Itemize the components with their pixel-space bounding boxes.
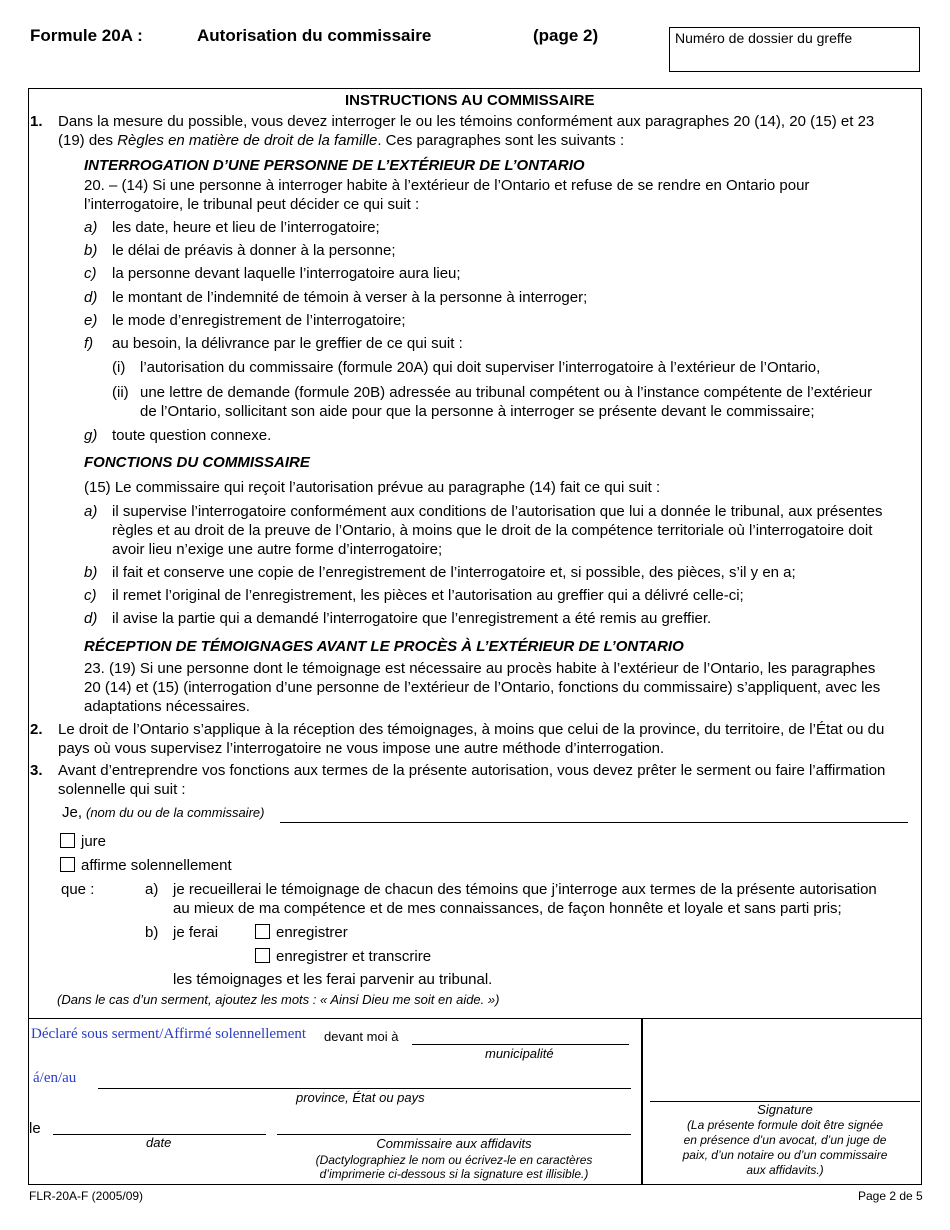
oath-a-label: a) <box>145 881 159 898</box>
section-a-intro-1: 20. – (14) Si une personne à interroger habite à l’extérieur de l’Ontario et refuse de se rendre en Ontario pour <box>84 177 810 194</box>
list-letter: f) <box>84 335 94 352</box>
affirm-label: affirme solennellement <box>81 857 232 874</box>
oath-b-label: b) <box>145 924 159 941</box>
list-letter: a) <box>84 503 98 520</box>
date-le-label: le <box>29 1120 41 1137</box>
date-caption: date <box>146 1135 172 1150</box>
record-checkbox[interactable] <box>255 924 270 939</box>
commissioner-signature-field[interactable] <box>277 1134 631 1135</box>
swear-checkbox[interactable] <box>60 833 75 848</box>
section-c-line3: adaptations nécessaires. <box>84 698 250 715</box>
instructions-heading: INSTRUCTIONS AU COMMISSAIRE <box>345 92 595 109</box>
list-item: il remet l’original de l’enregistrement, les pièces et l’autorisation au greffier qui a délivré celle-ci; <box>112 587 744 604</box>
section-b-a-line1: il supervise l’interrogatoire conformément aux conditions de l’autorisation que lui a donnée le tribunal, aux présentes <box>112 503 883 520</box>
list-item: le mode d’enregistrement de l’interrogatoire; <box>112 312 406 329</box>
list-letter: a) <box>84 219 98 236</box>
commissioner-name-hint: (nom du ou de la commissaire) <box>86 805 265 820</box>
signature-note-2: en présence d’un avocat, d’un juge de <box>683 1133 887 1147</box>
list-letter: e) <box>84 312 98 329</box>
item-1-text-line1: Dans la mesure du possible, vous devez interroger le ou les témoins conformément aux paragraphes 20 (14), 20 (15) et 23 <box>58 113 875 130</box>
list-letter: c) <box>84 587 97 604</box>
list-item: le montant de l’indemnité de témoin à verser à la personne à interroger; <box>112 289 588 306</box>
list-letter: d) <box>84 289 98 306</box>
item-1-text-line2 <box>58 131 624 150</box>
sub-item-number: (i) <box>112 359 126 376</box>
list-letter: b) <box>84 242 98 259</box>
list-letter: g) <box>84 427 98 444</box>
section-b-intro: (15) Le commissaire qui reçoit l’autorisation prévue au paragraphe (14) fait ce qui suit : <box>84 479 661 496</box>
jurat-column-divider <box>641 1018 643 1184</box>
affirm-checkbox[interactable] <box>60 857 75 872</box>
at-label: á/en/au <box>33 1070 77 1086</box>
signature-note-4: aux affidavits.) <box>746 1163 824 1177</box>
section-a-heading: INTERROGATION D’UNE PERSONNE DE L’EXTÉRIEUR DE L’ONTARIO <box>84 157 585 174</box>
signature-note-3: paix, d’un notaire ou d’un commissaire <box>682 1148 888 1162</box>
commissioner-name-field[interactable] <box>280 822 908 823</box>
court-file-number-label: Numéro de dossier du greffe <box>675 30 853 46</box>
oath-je-label: Je, <box>62 804 83 821</box>
item-2-number: 2. <box>30 721 43 738</box>
record-transcribe-label: enregistrer et transcrire <box>276 948 432 965</box>
page-number: Page 2 de 5 <box>858 1189 923 1203</box>
sub-item-ii-line1: une lettre de demande (formule 20B) adressée au tribunal compétent ou à l’instance compétente de l’extérieur <box>140 384 873 401</box>
form-number: Formule 20A : <box>30 26 143 45</box>
province-field[interactable] <box>98 1088 631 1089</box>
item-1-text-part: (19) des <box>58 132 118 149</box>
section-b-heading: FONCTIONS DU COMMISSAIRE <box>84 454 310 471</box>
list-letter: c) <box>84 265 97 282</box>
list-item: le délai de préavis à donner à la personne; <box>112 242 396 259</box>
section-b-a-line2: règles et au droit de la preuve de l’Ontario, à moins que le droit de la compétence territoriale où l’interrogatoire doit <box>112 522 873 539</box>
before-me-label: devant moi à <box>324 1029 399 1044</box>
list-letter: d) <box>84 610 98 627</box>
sub-item-i: l’autorisation du commissaire (formule 20A) qui doit superviser l’interrogatoire à l’extérieur de l’Ontario, <box>140 359 821 376</box>
oath-a-line1: je recueillerai le témoignage de chacun des témoins que j’interroge aux termes de la présente autorisation <box>173 881 877 898</box>
list-item: il avise la partie qui a demandé l’interrogatoire que l’enregistrement a été remis au greffier. <box>112 610 712 627</box>
item-3-line1: Avant d’entreprendre vos fonctions aux termes de la présente autorisation, vous devez prêter le serment ou faire l’affirmation <box>58 762 886 779</box>
rules-title: Règles en matière de droit de la famille <box>117 132 378 149</box>
oath-a-line2: au mieux de ma compétence et de mes connaissances, de façon honnête et loyale et sans parti pris; <box>173 900 842 917</box>
list-item: il fait et conserve une copie de l’enregistrement de l’interrogatoire et, si possible, des pièces, s’il y en a; <box>112 564 796 581</box>
sworn-affirmed-label: Déclaré sous serment/Affirmé solennellement <box>31 1026 307 1042</box>
oath-note: (Dans le cas d’un serment, ajoutez les mots : « Ainsi Dieu me soit en aide. ») <box>57 992 500 1007</box>
signature-note-1: (La présente formule doit être signée <box>686 1118 884 1132</box>
sub-item-ii-line2: de l’Ontario, sollicitant son aide pour que la personne à interroger se présente devant le commissaire; <box>140 403 815 420</box>
oath-que-label: que : <box>61 881 95 898</box>
oath-conclusion: les témoignages et les ferai parvenir au tribunal. <box>173 971 493 988</box>
commissioner-note-2: d’imprimerie ci-dessous si la signature est illisible.) <box>319 1167 589 1181</box>
list-item: au besoin, la délivrance par le greffier de ce qui suit : <box>112 335 463 352</box>
section-a-intro-2: l’interrogatoire, le tribunal peut décider ce qui suit : <box>84 196 420 213</box>
record-transcribe-checkbox[interactable] <box>255 948 270 963</box>
sub-item-number: (ii) <box>112 384 129 401</box>
list-item: la personne devant laquelle l’interrogatoire aura lieu; <box>112 265 461 282</box>
item-2-line2: pays où vous supervisez l’interrogatoire ne vous impose une autre méthode d’interrogation. <box>58 740 665 757</box>
item-2-line1: Le droit de l’Ontario s’applique à la réception des témoignages, à moins que celui de la province, du territoire, de l’État ou du <box>58 721 885 738</box>
jurat-divider <box>28 1018 922 1019</box>
province-caption: province, État ou pays <box>296 1090 425 1105</box>
record-label: enregistrer <box>276 924 348 941</box>
item-1-text-end: . Ces paragraphes sont les suivants : <box>377 132 625 149</box>
form-code: FLR-20A-F (2005/09) <box>29 1189 144 1203</box>
item-3-number: 3. <box>30 762 43 779</box>
signature-caption: Signature <box>757 1102 813 1117</box>
list-letter: b) <box>84 564 98 581</box>
section-c-line2: 20 (14) et (15) (interrogation d’une personne de l’extérieur de l’Ontario, fonctions du commissaire) s’appliquent, avec les <box>84 679 881 696</box>
list-item: les date, heure et lieu de l’interrogatoire; <box>112 219 380 236</box>
swear-label: jure <box>81 833 107 850</box>
section-c-line1: 23. (19) Si une personne dont le témoignage est nécessaire au procès habite à l’extérieur de l’Ontario, les paragraphes <box>84 660 876 677</box>
page-label: (page 2) <box>533 26 599 45</box>
form-title: Autorisation du commissaire <box>197 26 432 45</box>
commissioner-note-1: (Dactylographiez le nom ou écrivez-le en caractères <box>315 1153 593 1167</box>
oath-b-text: je ferai <box>173 924 219 941</box>
commissioner-caption: Commissaire aux affidavits <box>376 1136 532 1151</box>
municipality-field[interactable] <box>412 1044 629 1045</box>
item-3-line2: solennelle qui suit : <box>58 781 186 798</box>
court-file-number-box[interactable] <box>669 27 920 72</box>
list-item: toute question connexe. <box>112 427 272 444</box>
item-1-number: 1. <box>30 113 43 130</box>
section-b-a-line3: avoir lieu n’exige une autre forme d’interrogatoire; <box>112 541 443 558</box>
municipality-caption: municipalité <box>485 1046 554 1061</box>
section-c-heading: RÉCEPTION DE TÉMOIGNAGES AVANT LE PROCÈS À L’EXTÉRIEUR DE L’ONTARIO <box>84 638 684 655</box>
